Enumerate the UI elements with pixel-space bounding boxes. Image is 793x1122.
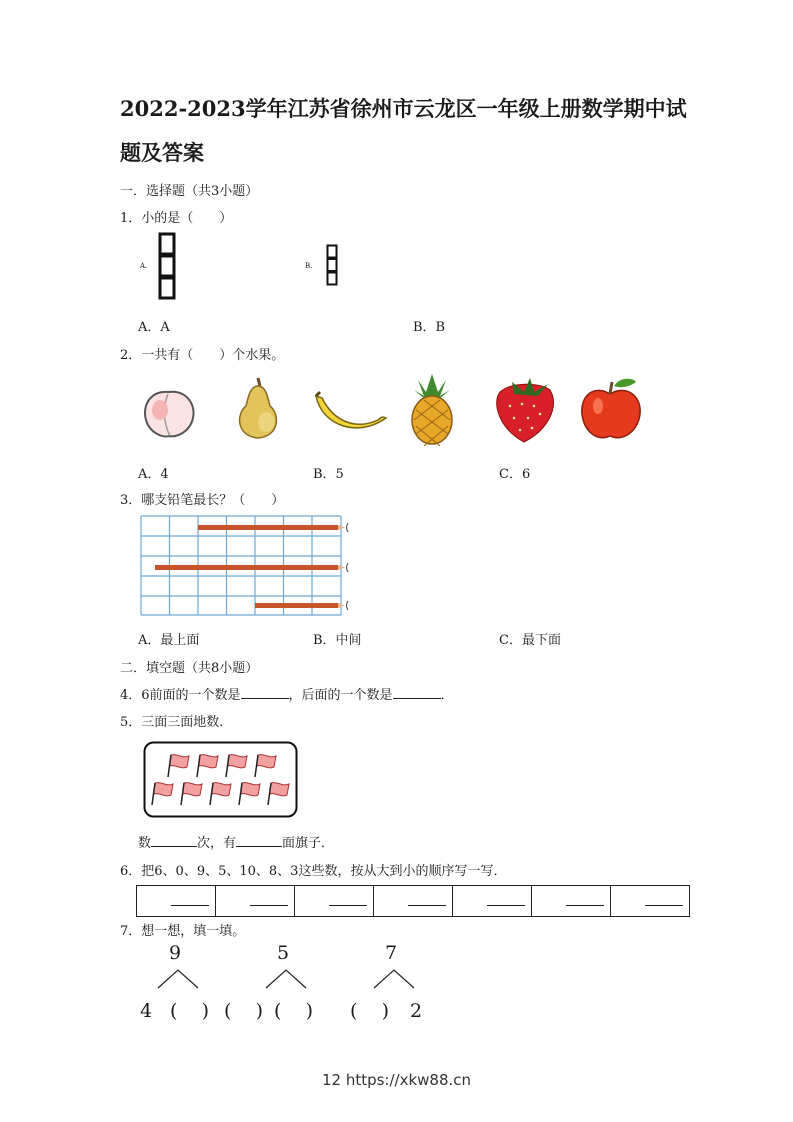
q5-text-2: 次，有 [197, 836, 237, 851]
q7-tree1-top: 9 [169, 942, 182, 964]
q2-option-b[interactable]: B．5 [313, 467, 344, 482]
flag-icon [226, 755, 247, 777]
q6-cell[interactable] [453, 886, 532, 917]
q1-option-a[interactable]: A．A [138, 320, 170, 335]
q7-tree3-right: 2 [410, 1000, 423, 1022]
peach-icon [138, 384, 200, 440]
q3-option-c[interactable]: C．最下面 [499, 633, 561, 648]
flag-icon [210, 783, 231, 805]
page-title: 2022-2023学年江苏省徐州市云龙区一年级上册数学期中试题及答案 [120, 96, 687, 165]
question-7: 7．想一想，填一填。 [120, 924, 246, 939]
q7-number-trees [138, 942, 438, 1024]
page-footer: 12 https://xkw88.cn [321, 1071, 472, 1089]
q7-tree3-top: 7 [385, 942, 398, 964]
section-heading-choice: 一．选择题（共3小题） [120, 184, 259, 199]
q7-tree2-top: 5 [277, 942, 290, 964]
q2-option-c[interactable]: C．6 [499, 467, 531, 482]
q6-cell[interactable] [216, 886, 295, 917]
q6-order-table [136, 885, 690, 917]
flag-icon [168, 755, 189, 777]
question-1: 1．小的是（ ） [120, 211, 233, 226]
q2-option-a[interactable]: A．4 [138, 467, 169, 482]
q2-fruits-figure [136, 370, 656, 450]
q1-option-b[interactable]: B．B [413, 320, 446, 335]
section-heading-fill: 二．填空题（共8小题） [120, 661, 259, 676]
q6-cell[interactable] [295, 886, 374, 917]
q1-image-label-b: B. [305, 262, 313, 270]
q5-flags-box [143, 741, 299, 819]
flag-icon [181, 783, 202, 805]
q6-cell[interactable] [374, 886, 453, 917]
q4-text-2: ，后面的一个数是 [288, 688, 393, 703]
middle-pencil [155, 565, 345, 570]
question-3: 3．哪支铅笔最长？（ ） [120, 493, 285, 508]
q3-option-a[interactable]: A．最上面 [138, 633, 200, 648]
q4-text-3: ． [440, 688, 454, 703]
q7-tree2-left[interactable]: ( ) [224, 1000, 263, 1022]
question-2: 2．一共有（ ）个水果。 [120, 348, 285, 363]
flag-icon [268, 783, 289, 805]
flag-icon [152, 783, 173, 805]
q7-tree1-left: 4 [140, 1000, 153, 1022]
q5-answer-line [138, 832, 334, 851]
q3-pencil-grid-figure [140, 515, 352, 617]
q4-blank-before[interactable] [241, 688, 289, 699]
flag-icon [197, 755, 218, 777]
q7-tree2-right[interactable]: ( ) [274, 1000, 313, 1022]
q4-text-1: 4．6前面的一个数是 [120, 688, 241, 703]
q6-cell[interactable] [137, 886, 216, 917]
q6-cell[interactable] [532, 886, 611, 917]
banana-icon [312, 388, 390, 440]
q5-blank-times[interactable] [151, 836, 197, 847]
q5-blank-flags[interactable] [236, 836, 282, 847]
q5-text-3: 面旗子． [282, 836, 335, 851]
question-6: 6．把6、0、9、5、10、8、3这些数，按从大到小的顺序写一写． [120, 864, 507, 879]
q1-tall-rectangles-figure [158, 232, 178, 302]
apple-icon [576, 374, 646, 444]
q1-image-label-a: A. [140, 262, 148, 270]
question-5: 5．三面三面地数． [120, 715, 233, 730]
q3-option-b[interactable]: B．中间 [313, 633, 362, 648]
pineapple-icon [406, 370, 458, 446]
q7-tree3-left[interactable]: ( ) [350, 1000, 389, 1022]
q7-branch-lines [146, 968, 426, 990]
q7-tree1-right[interactable]: ( ) [170, 1000, 209, 1022]
q1-figure [140, 232, 580, 304]
strawberry-icon [490, 372, 562, 444]
question-4 [120, 684, 454, 703]
q6-cell[interactable] [611, 886, 690, 917]
top-pencil [198, 525, 345, 530]
pear-icon [230, 372, 286, 442]
q4-blank-after[interactable] [393, 688, 441, 699]
q1-short-rectangles-figure [326, 244, 340, 290]
flag-icon [255, 755, 276, 777]
q5-text-1: 数 [138, 836, 152, 851]
bottom-pencil [255, 603, 345, 608]
flag-icon [239, 783, 260, 805]
